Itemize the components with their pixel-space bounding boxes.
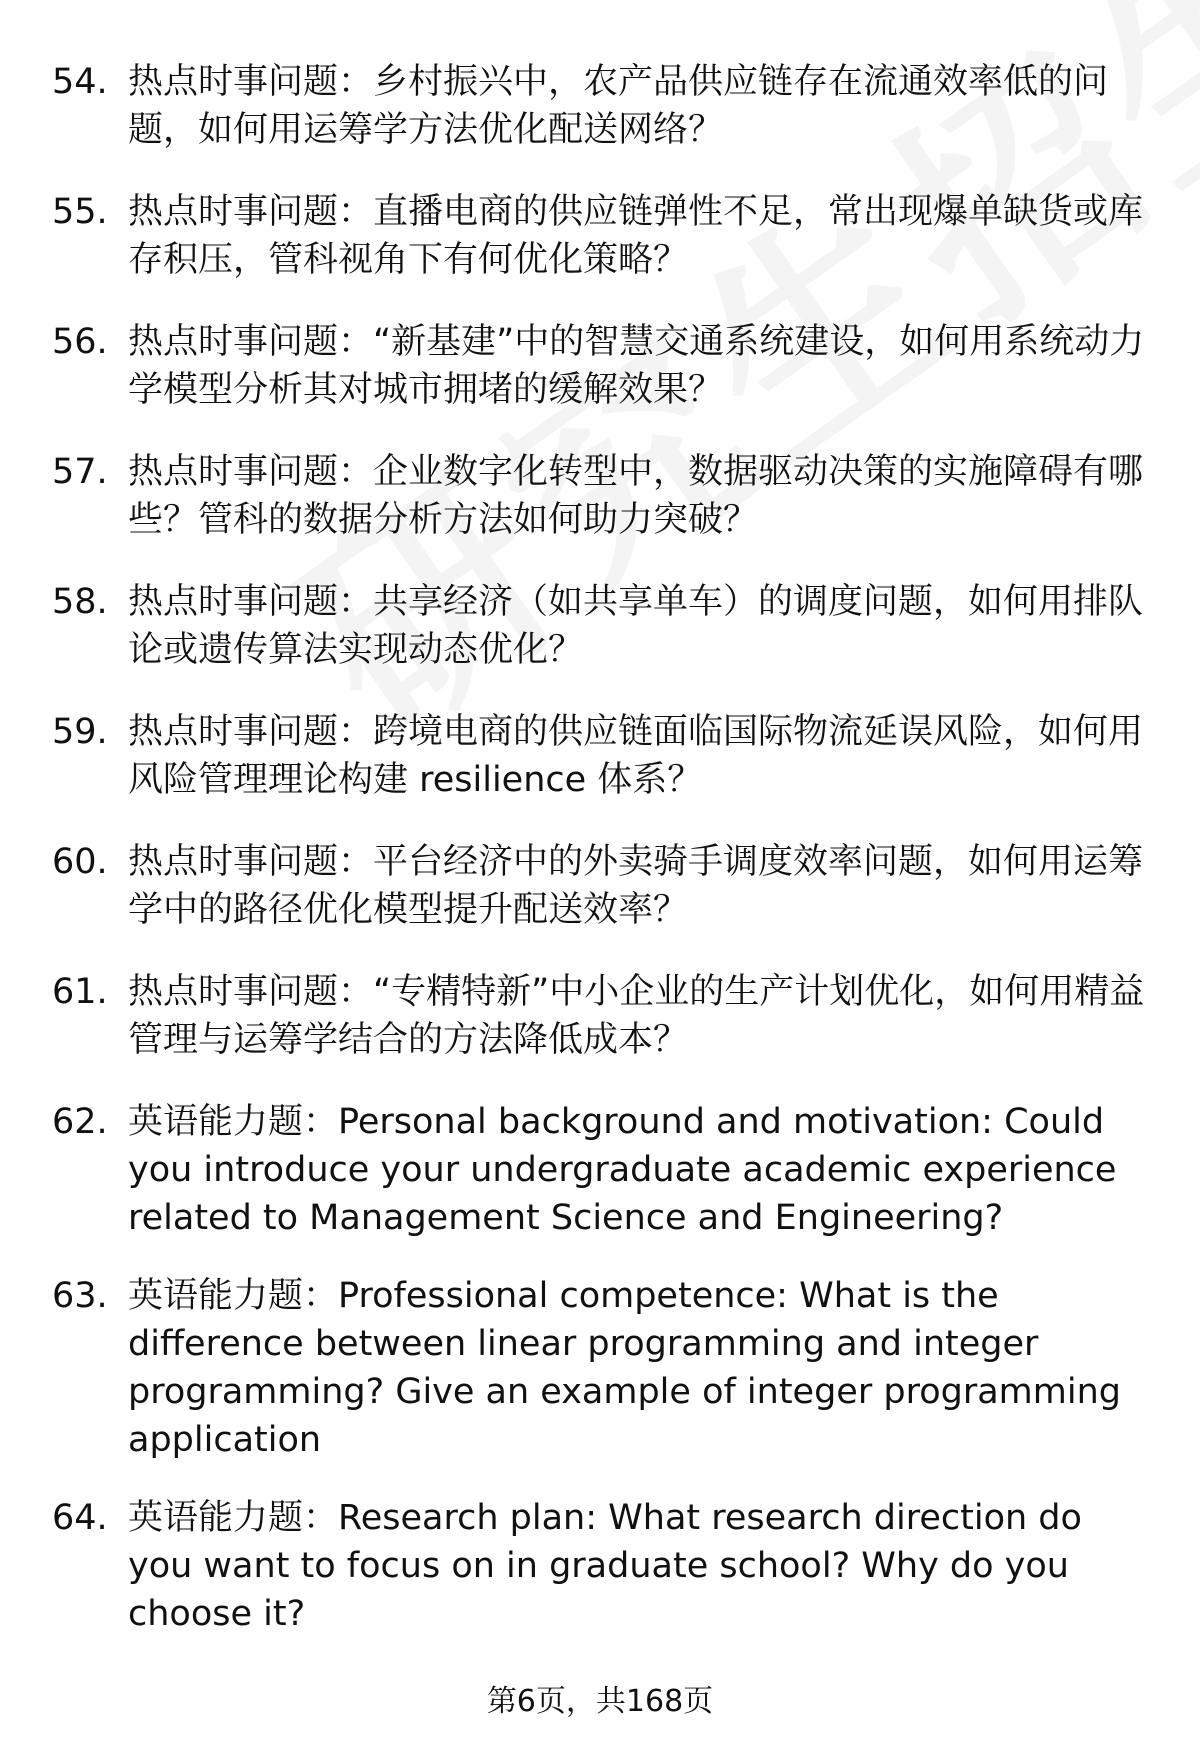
page-footer — [0, 1682, 1200, 1722]
question-text: 热点时事问题：企业数字化转型中，数据驱动决策的实施障碍有哪些？管科的数据分析方法如何助力突破？ — [128, 452, 1144, 540]
question-item — [52, 318, 1152, 414]
question-item — [52, 708, 1152, 804]
question-item — [52, 58, 1152, 154]
question-number: 63. — [52, 1276, 108, 1316]
question-text: 热点时事问题：乡村振兴中，农产品供应链存在流通效率低的问题，如何用运筹学方法优化配送网络？ — [128, 62, 1109, 150]
page-number-label: 第6页，共168页 — [486, 1684, 714, 1719]
question-text: 热点时事问题：平台经济中的外卖骑手调度效率问题，如何用运筹学中的路径优化模型提升配送效率？ — [128, 842, 1144, 930]
question-item — [52, 1098, 1152, 1242]
question-number: 62. — [52, 1102, 108, 1142]
question-text: 热点时事问题：“新基建”中的智慧交通系统建设，如何用系统动力学模型分析其对城市拥堵的缓解效果？ — [128, 322, 1145, 410]
question-number: 55. — [52, 192, 108, 232]
question-item — [52, 838, 1152, 934]
question-text: 英语能力题：Personal background and motivation: Could you introduce your undergraduate academic experience related to Management Science and Engineering? — [128, 1102, 1117, 1238]
question-item — [52, 578, 1152, 674]
question-number: 61. — [52, 972, 108, 1012]
question-number: 58. — [52, 582, 108, 622]
question-item — [52, 448, 1152, 544]
question-text: 热点时事问题：直播电商的供应链弹性不足，常出现爆单缺货或库存积压，管科视角下有何优化策略？ — [128, 192, 1144, 280]
question-number: 54. — [52, 62, 108, 102]
question-text: 英语能力题：Professional competence: What is the difference between linear programming and integer programming? Give an example of integer programming application — [128, 1276, 1121, 1460]
question-text: 英语能力题：Research plan: What research direction do you want to focus on in graduate school? Why do you choose it? — [128, 1498, 1082, 1634]
question-number: 64. — [52, 1498, 108, 1538]
question-text: 热点时事问题：“专精特新”中小企业的生产计划优化，如何用精益管理与运筹学结合的方法降低成本？ — [128, 972, 1145, 1060]
question-number: 56. — [52, 322, 108, 362]
question-text: 热点时事问题：共享经济（如共享单车）的调度问题，如何用排队论或遗传算法实现动态优化？ — [128, 582, 1144, 670]
question-number: 57. — [52, 452, 108, 492]
question-number: 59. — [52, 712, 108, 752]
question-number: 60. — [52, 842, 108, 882]
question-item — [52, 188, 1152, 284]
question-item — [52, 968, 1152, 1064]
question-list — [52, 58, 1152, 1668]
question-item — [52, 1494, 1152, 1638]
question-item — [52, 1272, 1152, 1464]
question-text: 热点时事问题：跨境电商的供应链面临国际物流延误风险，如何用风险管理理论构建 resilience 体系？ — [128, 712, 1144, 800]
